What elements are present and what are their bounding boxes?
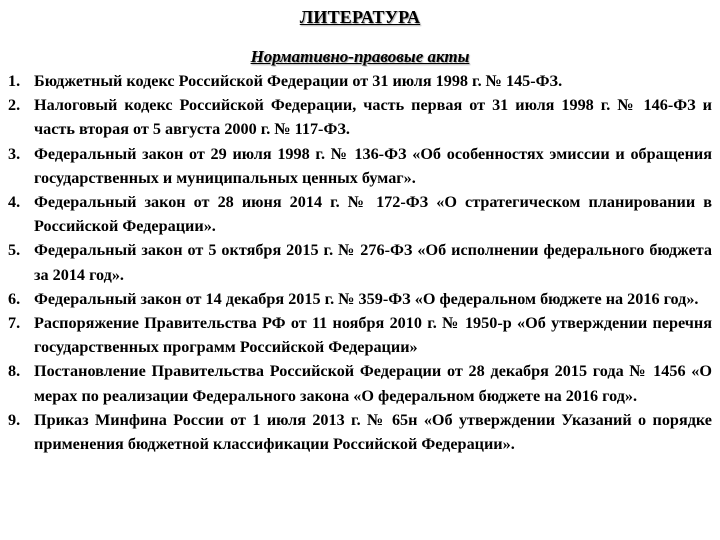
- item-text: Федеральный закон от 5 октября 2015 г. № 276-ФЗ «Об исполнении федерального бюджета за 2014 год».: [34, 241, 712, 284]
- list-item: [8, 287, 712, 311]
- item-text: Налоговый кодекс Российской Федерации, часть первая от 31 июля 1998 г. № 146-ФЗ и часть вторая от 5 августа 2000 г. № 117-ФЗ.: [34, 96, 712, 139]
- item-text: Федеральный закон от 29 июля 1998 г. № 136-ФЗ «Об особенностях эмиссии и обращения государственных и муниципальных ценных бумаг».: [34, 144, 712, 187]
- item-number: 4.: [8, 193, 21, 212]
- item-number: 7.: [8, 314, 21, 333]
- list-item: [8, 142, 712, 190]
- list-item: [8, 359, 712, 407]
- reference-list: [8, 69, 712, 456]
- item-text: Бюджетный кодекс Российской Федерации от 31 июля 1998 г. № 145-ФЗ.: [34, 72, 563, 90]
- list-item: [8, 93, 712, 141]
- list-item: [8, 408, 712, 456]
- list-item: [8, 190, 712, 238]
- list-item: [8, 69, 712, 93]
- item-number: 1.: [8, 72, 21, 90]
- item-number: 2.: [8, 96, 21, 115]
- item-number: 5.: [8, 241, 21, 260]
- section-subtitle: Нормативно-правовые акты: [250, 47, 470, 66]
- item-number: 9.: [8, 410, 21, 429]
- list-item: [8, 238, 712, 286]
- list-item: [8, 311, 712, 359]
- item-number: 3.: [8, 144, 21, 163]
- item-text: Приказ Минфина России от 1 июля 2013 г. № 65н «Об утверждении Указаний о порядке применения бюджетной классификации Российской Федерации».: [34, 410, 712, 454]
- item-text: Федеральный закон от 14 декабря 2015 г. № 359-ФЗ «О федеральном бюджете на 2016 год».: [34, 289, 699, 308]
- item-text: Распоряжение Правительства РФ от 11 ноября 2010 г. № 1950-р «Об утверждении перечня государственных программ Российской Федерации»: [34, 314, 712, 357]
- item-text: Постановление Правительства Российской Федерации от 28 декабря 2015 года № 1456 «О мерах по реализации Федерального закона «О федеральном бюджете на 2016 год».: [34, 362, 712, 405]
- item-number: 8.: [8, 362, 21, 381]
- item-number: 6.: [8, 289, 21, 308]
- page-title: ЛИТЕРАТУРА: [299, 7, 421, 27]
- item-text: Федеральный закон от 28 июня 2014 г. № 172-ФЗ «О стратегическом планировании в Российской Федерации».: [34, 193, 712, 236]
